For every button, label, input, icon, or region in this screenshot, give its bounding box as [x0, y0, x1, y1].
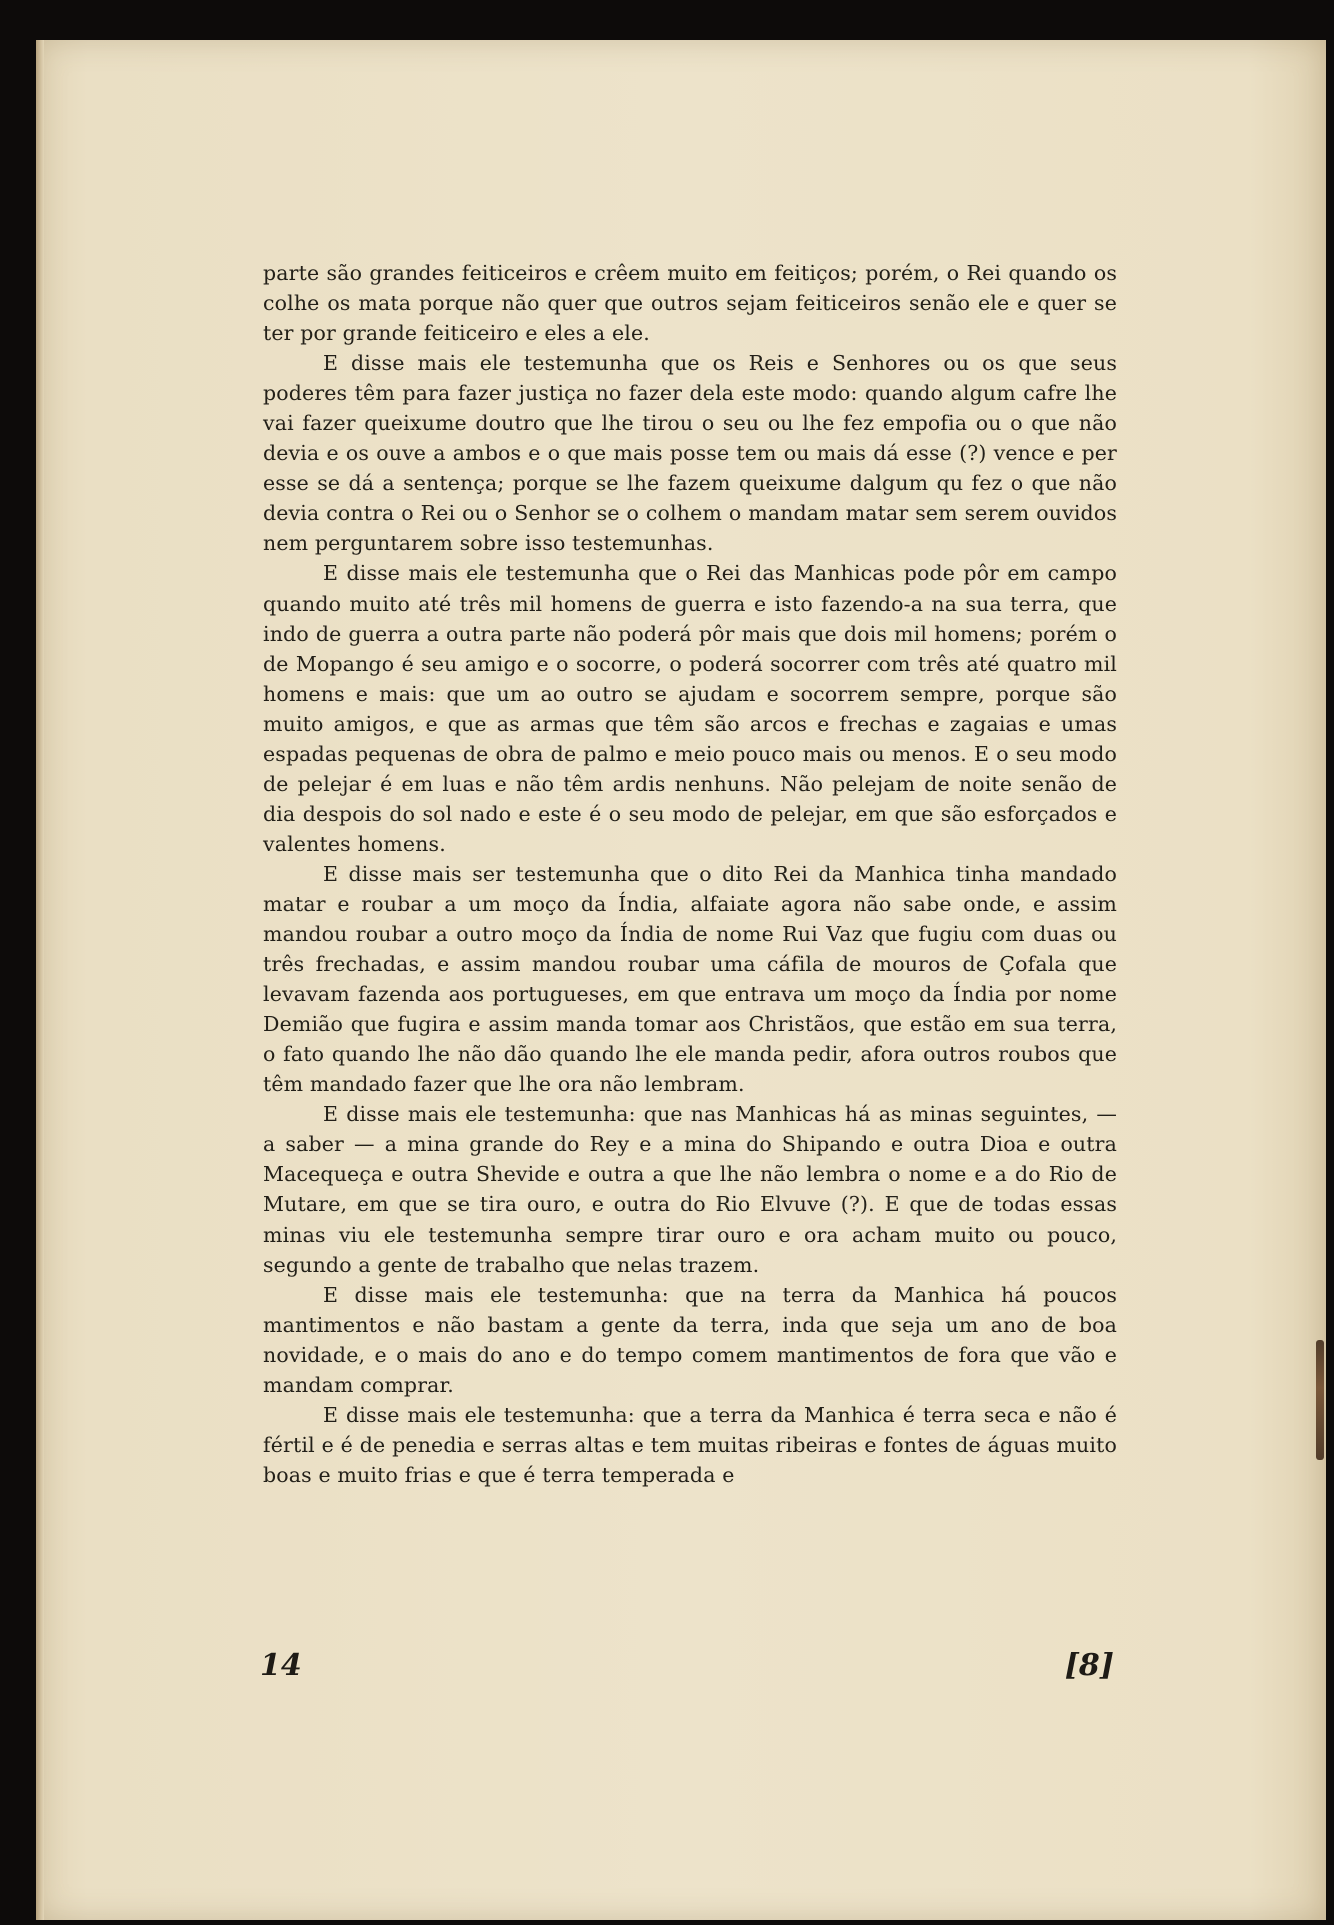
- page-edge-stain: [1316, 1340, 1324, 1460]
- paragraph: E disse mais ele testemunha: que nas Manhicas há as minas seguintes, — a saber — a mina grande do Rey e a mina do Shipando e outra Dioa e outra Macequeça e outra Shevide e outra a que lhe não lembra o nome e a do Rio de Mutare, em que se tira ouro, e outra do Rio Elvuve (?). E que de todas essas minas viu ele testemunha sempre tirar ouro e ora acham muito ou pouco, segundo a gente de trabalho que nelas trazem.: [263, 1102, 1117, 1277]
- page-spine-shadow: [36, 40, 44, 1920]
- body-text: [263, 258, 1117, 1490]
- page-number-right: [8]: [1064, 1648, 1114, 1683]
- paragraph: E disse mais ele testemunha que os Reis e Senhores ou os que seus poderes têm para fazer justiça no fazer dela este modo: quando algum cafre lhe vai fazer queixume doutro que lhe tirou o seu ou lhe fez empofia ou o que não devia e os ouve a ambos e o que mais posse tem ou mais dá esse (?) vence e per esse se dá a sentença; porque se lhe fazem queixume dalgum qu fez o que não devia contra o Rei ou o Senhor se o colhem o mandam matar sem serem ouvidos nem perguntarem sobre isso testemunhas.: [263, 351, 1117, 556]
- paragraph: E disse mais ele testemunha: que a terra da Manhica é terra seca e não é fértil e é de penedia e serras altas e tem muitas ribeiras e fontes de águas muito boas e muito frias e que é terra temperada e: [263, 1402, 1117, 1487]
- paragraph: E disse mais ser testemunha que o dito Rei da Manhica tinha mandado matar e roubar a um moço da Índia, alfaiate agora não sabe onde, e assim mandou roubar a outro moço da Índia de nome Rui Vaz que fugiu com duas ou três frechadas, e assim mandou roubar uma cáfila de mouros de Çofala que levavam fazenda aos portugueses, em que entrava um moço da Índia por nome Demião que fugira e assim manda tomar aos Christãos, que estão em sua terra, o fato quando lhe não dão quando lhe ele manda pedir, afora outros roubos que têm mandado fazer que lhe ora não lembram.: [263, 861, 1117, 1097]
- paragraph: E disse mais ele testemunha: que na terra da Manhica há poucos mantimentos e não bastam a gente da terra, inda que seja um ano de boa novidade, e o mais do ano e do tempo comem mantimentos de fora que vão e mandam comprar.: [263, 1282, 1117, 1397]
- paragraph: parte são grandes feiticeiros e crêem muito em feitiços; porém, o Rei quando os colhe os mata porque não quer que outros sejam feiticeiros senão ele e quer se ter por grande feiticeiro e eles a ele.: [263, 261, 1117, 346]
- page-number-left: 14: [260, 1648, 302, 1683]
- paragraph: E disse mais ele testemunha que o Rei das Manhicas pode pôr em campo quando muito até três mil homens de guerra e isto fazendo-a na sua terra, que indo de guerra a outra parte não poderá pôr mais que dois mil homens; porém o de Mopango é seu amigo e o socorre, o poderá socorrer com três até quatro mil homens e mais: que um ao outro se ajudam e socorrem sempre, porque são muito amigos, e que as armas que têm são arcos e frechas e zagaias e umas espadas pequenas de obra de palmo e meio pouco mais ou menos. E o seu modo de pelejar é em luas e não têm ardis nenhuns. Não pelejam de noite senão de dia despois do sol nado e este é o seu modo de pelejar, em que são esforçados e valentes homens.: [263, 561, 1117, 856]
